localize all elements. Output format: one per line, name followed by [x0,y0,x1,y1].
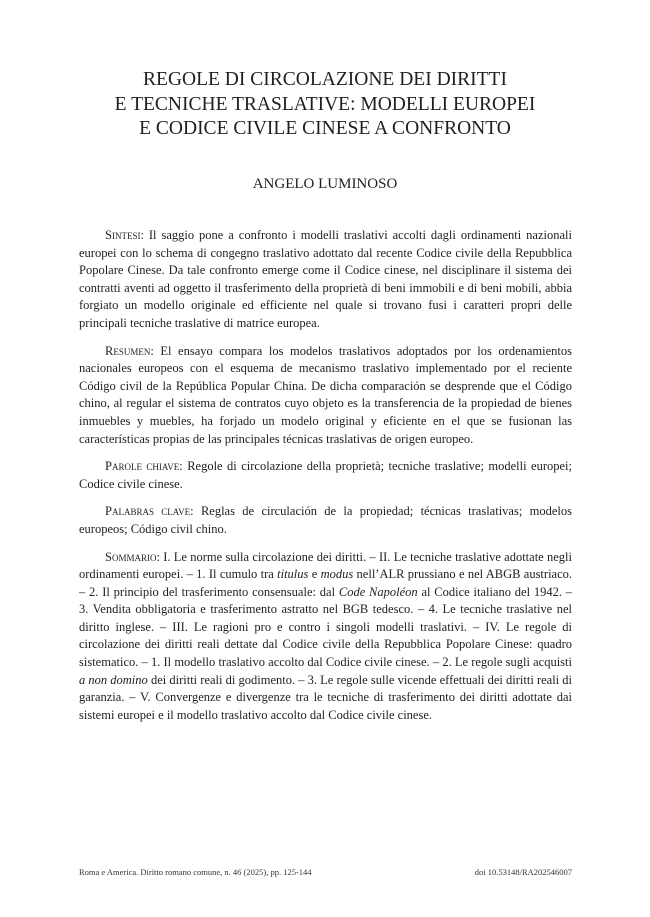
sintesi-paragraph [79,227,572,333]
sommario-italic-a-non-domino: a non domino [79,672,148,687]
palabras-clave-label: Palabras clave: [105,504,194,519]
article-body [79,227,572,734]
resumen-text: El ensayo compara los modelos traslativos adoptados por los ordenamientos nacionales europeos con el esquema de mecanismo traslativo implementado por el reciente Código civil de la República Popular China. De dicha comparación se desprende que el Código chino, al regular el sistema de contratos cuyo objeto es la transferencia de la propiedad de bienes inmuebles y muebles, ha forjado un modelo original y eficiente en el que se fusionan las características propias de las principales técnicas traslativas de origen europeo. [79,343,573,446]
author-name: ANGELO LUMINOSO [252,176,398,192]
sommario-italic-titulus: titulus [277,567,309,582]
palabras-clave-paragraph [79,503,572,538]
sommario-italic-modus: modus [320,567,354,582]
title-line: E TECNICHE TRASLATIVE: MODELLI EUROPEI [114,93,536,115]
parole-chiave-label: Parole chiave: [105,459,183,474]
sommario-label: Sommario: [105,549,160,564]
article-title [60,68,590,142]
title-line: REGOLE DI CIRCOLAZIONE DEI DIRITTI [143,69,507,90]
sommario-text: e [311,567,318,582]
sommario-italic-code-napoleon: Code Napoléon [338,584,418,599]
parole-chiave-text: Regole di circolazione della proprietà; tecniche traslative; modelli europei; Codice civile cinese. [79,459,573,491]
sommario-text: dei diritti reali di godimento. – 3. Le regole sulle vicende effettuali dei diritti reali di garanzia. – V. Convergenze e divergenze tra le tecniche di trasferimento dei diritti adottate dai sistemi europei e il modello traslativo accolto dal Codice civile cinese. [79,672,573,722]
footer-citation: Roma e America. Diritto romano comune, n. 46 (2025), pp. 125-144 [79,867,312,877]
sommario-text: I. Le norme sulla circolazione dei diritti. – II. Le tecniche traslative adottate negli ordinamenti europei. – 1. Il cumulo tra [79,549,572,582]
sommario-text: al Codice italiano del 1942. – 3. Vendita obbligatoria e trasferimento astratto nel BGB tedesco. – 4. Le tecniche traslative nel diritto inglese. – III. Le ragioni pro e contro i singoli modelli traslativi. – IV. Le regole di circolazione dei diritti reali dettate dal Codice civile della Repubblica Popolare Cinese: quadro sistematico. – 1. Il modello traslativo accolto dal Codice civile cinese. – 2. Le regole sugli acquisti [79,584,573,670]
sommario-paragraph [79,549,572,725]
title-line: E CODICE CIVILE CINESE A CONFRONTO [139,118,511,139]
page-footer [79,867,572,877]
sintesi-text: Il saggio pone a confronto i modelli traslativi accolti dagli ordinamenti nazionali europei con lo schema di congegno traslativo adottato dal recente Codice civile della Repubblica Popolare Cinese. Da tale confronto emerge come il Codice cinese, nel disciplinare il sistema dei contratti aventi ad oggetto il trasferimento della proprietà di beni immobili e di beni mobili, abbia forgiato un modello originale ed efficiente nel quale si trovano fusi i caratteri propri delle principali tecniche traslative di matrice europea. [79,228,572,330]
resumen-paragraph [79,343,572,449]
sintesi-label: Sintesi: [105,228,144,242]
palabras-clave-text: Reglas de circulación de la propiedad; técnicas traslativas; modelos europeos; Código civil chino. [79,504,572,536]
parole-chiave-paragraph [79,458,572,493]
sommario-text: nell’ALR prussiano e nel ABGB austriaco. – 2. Il principio del trasferimento consensuale: dal [79,567,573,599]
footer-doi: doi 10.53148/RA202546007 [474,867,572,877]
resumen-label: Resumen: [105,343,154,358]
